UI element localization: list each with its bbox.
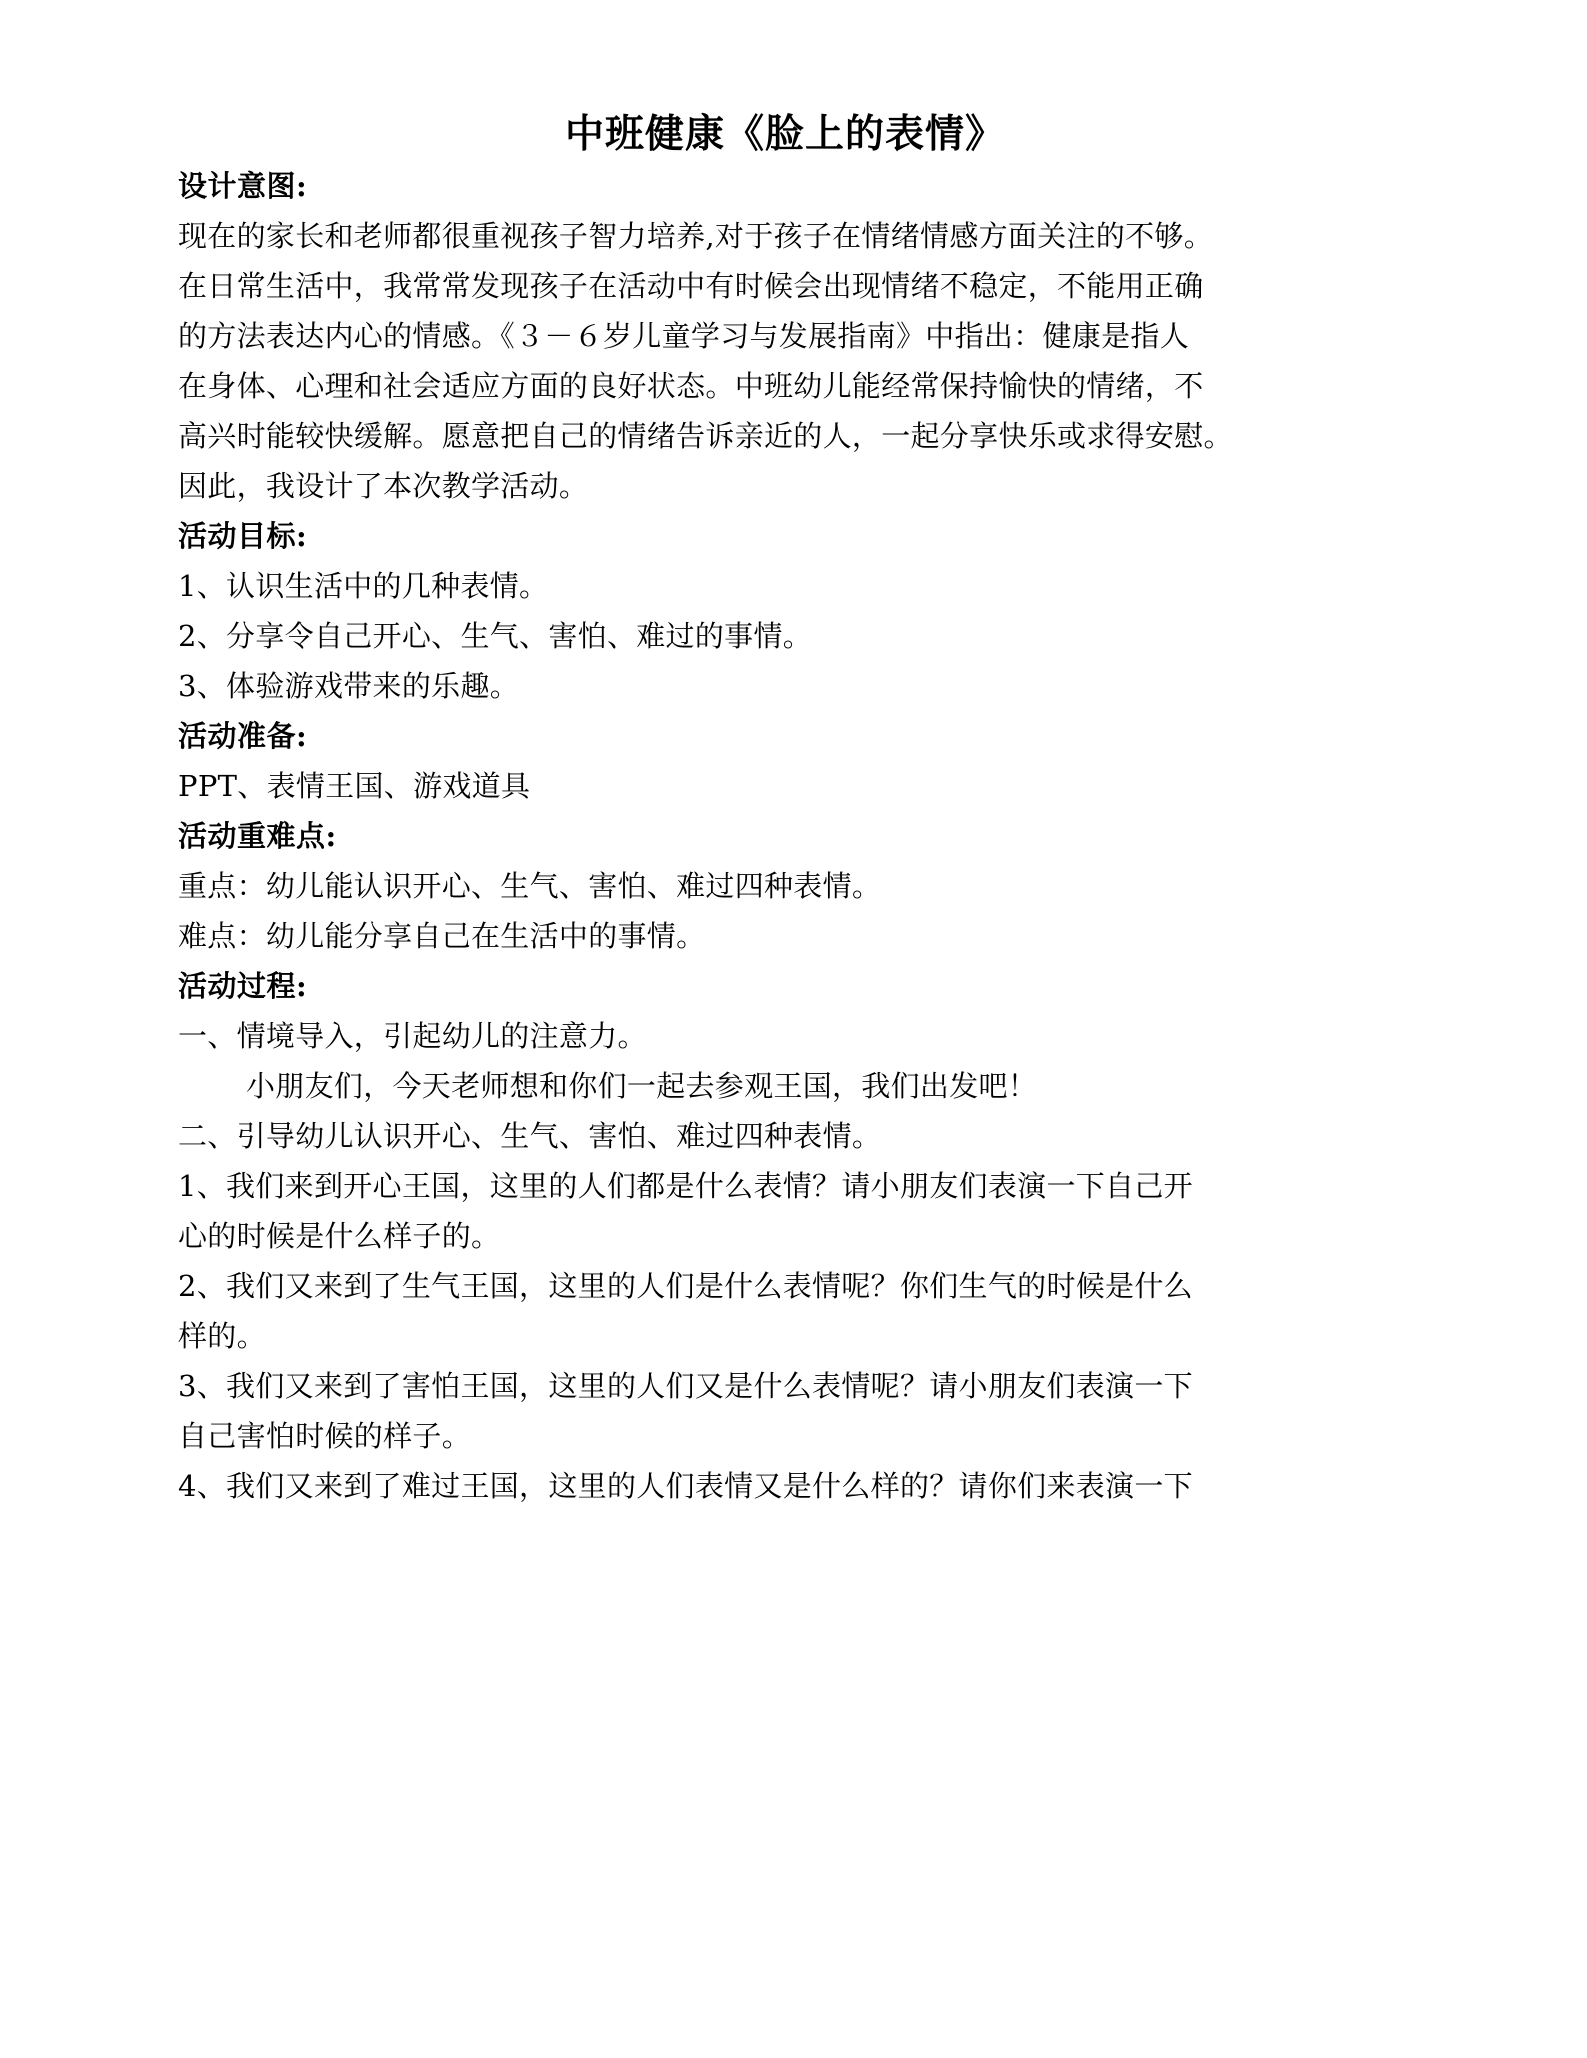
- body-line: 3、我们又来到了害怕王国，这里的人们又是什么表情呢？请小朋友们表演一下: [178, 1368, 1193, 1403]
- body-line: 1、我们来到开心王国，这里的人们都是什么表情？请小朋友们表演一下自己开: [178, 1168, 1193, 1203]
- body-line: 在身体、心理和社会适应方面的良好状态。中班幼儿能经常保持愉快的情绪，不: [178, 368, 1204, 403]
- section-design-intent: [178, 161, 1392, 511]
- section-activity-process: [178, 961, 1392, 1511]
- body-line: 4、我们又来到了难过王国，这里的人们表情又是什么样的？请你们来表演一下: [178, 1468, 1193, 1503]
- body-line: 重点：幼儿能认识开心、生气、害怕、难过四种表情。: [178, 868, 882, 903]
- body-line: 自己害怕时候的样子。: [178, 1418, 472, 1453]
- section-heading-key-difficulties: 活动重难点:: [178, 818, 337, 853]
- body-line: 小朋友们，今天老师想和你们一起去参观王国，我们出发吧！: [246, 1068, 1038, 1103]
- body-line: 在日常生活中，我常常发现孩子在活动中有时候会出现情绪不稳定，不能用正确: [178, 268, 1204, 303]
- body-line: 高兴时能较快缓解。愿意把自己的情绪告诉亲近的人，一起分享快乐或求得安慰。: [178, 418, 1233, 453]
- body-line: 因此，我设计了本次教学活动。: [178, 468, 589, 503]
- section-heading-design-intent: 设计意图:: [178, 168, 308, 203]
- body-line: 1、认识生活中的几种表情。: [178, 568, 549, 603]
- body-line: 现在的家长和老师都很重视孩子智力培养,对于孩子在情绪情感方面关注的不够。: [178, 218, 1214, 253]
- section-activity-goals: [178, 511, 1392, 711]
- body-line: PPT、表情王国、游戏道具: [178, 768, 531, 803]
- body-line: 的方法表达内心的情感。《３－６岁儿童学习与发展指南》中指出：健康是指人: [178, 318, 1190, 353]
- body-line: 样的。: [178, 1318, 266, 1353]
- body-line: 难点：幼儿能分享自己在生活中的事情。: [178, 918, 706, 953]
- body-line: 2、我们又来到了生气王国，这里的人们是什么表情呢？你们生气的时候是什么: [178, 1268, 1193, 1303]
- section-activity-preparation: [178, 711, 1392, 811]
- body-line: 2、分享令自己开心、生气、害怕、难过的事情。: [178, 618, 813, 653]
- section-heading-activity-process: 活动过程:: [178, 968, 308, 1003]
- body-line: 一、情境导入，引起幼儿的注意力。: [178, 1018, 647, 1053]
- body-line: 3、体验游戏带来的乐趣。: [178, 668, 520, 703]
- section-heading-activity-goals: 活动目标:: [178, 518, 308, 553]
- section-heading-activity-preparation: 活动准备:: [178, 718, 308, 753]
- body-line: 心的时候是什么样子的。: [178, 1218, 501, 1253]
- body-line: 二、引导幼儿认识开心、生气、害怕、难过四种表情。: [178, 1118, 882, 1153]
- document-content: [178, 0, 1392, 1511]
- section-key-difficulties: [178, 811, 1392, 961]
- page-title: 中班健康《脸上的表情》: [564, 111, 1005, 157]
